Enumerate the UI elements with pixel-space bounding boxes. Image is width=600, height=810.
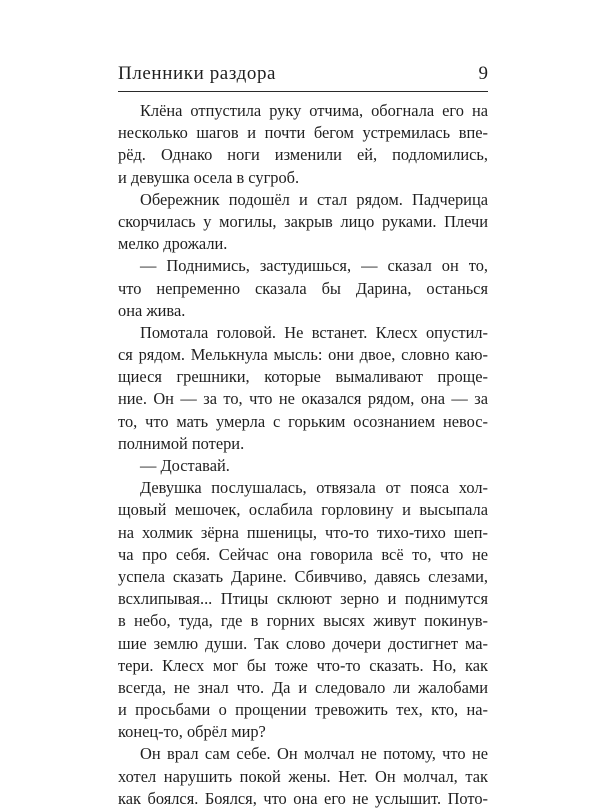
text-line: конец-то, обрёл мир? [118,722,266,742]
text-line: всегда, не знал что. Да и следовало ли жалобами [118,677,488,697]
text-line: несколько шагов и почти бегом устремилась впе- [118,123,488,143]
text-line: всхлипывая... Птицы склюют зерно и поднимутся [118,589,488,609]
text-line: успела сказать Дарине. Сбивчиво, давясь слезами, [118,566,488,586]
text-line: мелко дрожали. [118,234,228,254]
text-line: и просьбами о прощении тревожить тех, кто, на- [118,700,488,720]
text-line: щиеся грешники, которые вымаливают проще- [118,367,488,387]
running-title: Пленники раздора [118,63,277,84]
text-line: что непременно сказала бы Дарина, останься [118,278,488,298]
text-line: Помотала головой. Не встанет. Клесх опустил- [140,322,488,342]
text-line: как боялся. Боялся, что она его не услышит. Пото- [118,788,488,808]
text-line: — Доставай. [140,456,230,475]
text-line: Обережник подошёл и стал рядом. Падчерица [140,189,488,209]
text-line: Он врал сам себе. Он молчал не потому, что не [140,744,488,764]
body-text [118,100,488,810]
text-line: полнимой потери. [118,433,245,453]
text-line: шие землю души. Так слово дочери достигнет ма- [118,633,488,653]
text-line: Девушка послушалась, отвязала от пояса хол- [140,478,488,498]
text-line: она жива. [118,300,186,320]
text-line: щовый мешочек, ослабила горловину и высыпала [118,500,488,520]
text-line: и девушка осела в сугроб. [118,167,300,187]
text-line: — Поднимись, застудишься, — сказал он то, [140,256,488,276]
text-line: скорчилась у могилы, закрыв лицо руками. Плечи [118,211,488,231]
text-line: тери. Клесх мог бы тоже что-то сказать. Но, как [118,655,488,675]
page-number: 9 [478,63,488,84]
text-line: ся рядом. Мелькнула мысль: они двое, словно каю- [118,345,488,365]
text-line: ча про себя. Сейчас она говорила всё то, что не [118,544,488,564]
header-rule [118,91,488,92]
text-line: рёд. Однако ноги изменили ей, подломились, [118,145,488,165]
text-line: в небо, туда, где в горних высях живут покинув- [118,611,488,631]
running-head [118,60,488,88]
text-line: ние. Он — за то, что не оказался рядом, она — за [118,389,488,409]
text-line: хотел нарушить покой жены. Нет. Он молчал, так [118,766,488,786]
text-line: на холмик зёрна пшеницы, что-то тихо-тихо шеп- [118,522,488,542]
text-line: Клёна отпустила руку отчима, обогнала его на [140,101,488,120]
text-line: то, что мать умерла с горьким осознанием невос- [118,411,488,431]
